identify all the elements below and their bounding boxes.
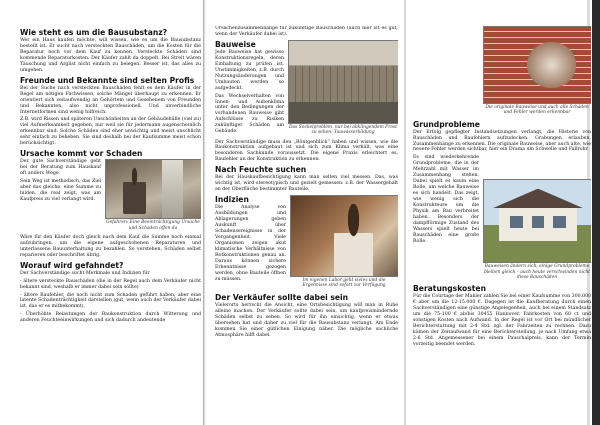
figure-caption: Gefahren: Eine Beeinträchtigung Ursache und Schaden offen da (106, 220, 200, 231)
figure-house (483, 179, 591, 282)
photo-house (483, 179, 591, 263)
photo-sockel (288, 40, 398, 124)
paragraph: Bei der Hauskaufbesichtigung kann man selten viel messen. Das, was wichtig ist, wird stereotypisch und gezielt gemessen: z.B. der Wassergehalt an der Oberfläche bestimmter Bauteile. (215, 175, 398, 193)
paragraph: Wer ein Haus kaufen möchte, will wissen, wie es um die Bausubstanz bestellt ist. Er sucht nach versteckten Bauschäden, um die Kosten für die Reparatur noch vor dem Kauf zu kennen. Versteckte Schäden sind kommende Reparaturkosten. Der Käufer zahlt da doppelt. Bei Streit wären Täuschung und Arglist nicht einfach zu belegen. Besser ist, das alles zu umgehen. (20, 38, 201, 73)
paragraph: Das Wechselverhalten von Innen- und Außenklima unter den Bedingungen der vorhandenen Bauweise gibt Aufschlüsse zu Risiken zukünftiger Schäden am Gebäude. (215, 93, 284, 135)
heading-bauweise: Bauweise (215, 39, 256, 49)
paragraph: Jede Bauweise hat gewisse Konstruktionsregeln, deren Einhaltung zu prüfen ist. Unstimmigkeiten, z.B. durch Nutzungsänderungen und Umbauten werden so aufgedeckt. (215, 49, 284, 91)
heading-bausubstanz: Wie steht es um die Bausubstanz? (20, 28, 168, 37)
figure-brick (483, 26, 591, 118)
figure-lab (290, 195, 398, 291)
figure-plinth (288, 40, 398, 138)
heading-worauf: Worauf wird gefahndet? (20, 260, 124, 270)
paragraph: Es sind wiederkehrende Grundprobleme, die in der Mehrzahl mit Wasser im Zusammenhang stehen. Dabei spielt es kaum eine Rolle, um welche Bauweise es sich handelt. Das zeigt, wie wenig sich die Konstrukteure um die Physik am Bau verbreitet haben. Besonders der dampfförmige Zustand des Wassers spielt heute bei Bauschäden eine große Rolle. (413, 155, 479, 244)
heading-freunde: Freunde und Bekannte sind selten Profis (20, 75, 195, 85)
heading-ursache: Ursache kommt vor Schaden (20, 149, 143, 159)
fold-shadow-left (203, 0, 206, 425)
column-left (20, 26, 201, 419)
paragraph: Wäre für den Käufer doch gleich nach dem Kauf die Summe noch einmal aufzubringen, um die eigene aufgeschobenen Reparaturen und unterlassene Bauunterhaltung zu bezahlen. So verstehen, Schäden selbst reparieren oder beschriftet übrig. (20, 234, 201, 258)
paragraph: Z.B. wird Rissen und späteren Unschönheiten an der Gebäudehülle (viel zu) viel Aufmerksamkeit gegeben, nur weil sie für jedermann augenscheinlich erkennbar sind. Solche Schäden sind eher unwichtig und meist unschlicht sehr einfach zu beheben. Sie sind deshalb bei der Kaufsumme meist schon berücksichtigt. (20, 117, 201, 147)
heading-beratungskosten: Beratungskosten (413, 284, 486, 294)
photo-labor (290, 195, 398, 277)
list-item: - Überhöhte Belastungen der Baukonstruktion durch Witterung und anderen Feuchteeinwirkungen und sich dadurch andeutende (20, 312, 201, 324)
heading-feuchte: Nach Feuchte suchen (215, 165, 307, 175)
column-middle (215, 26, 398, 419)
figure-cellar (105, 159, 201, 233)
photo-schwelle-fallrohr (483, 26, 591, 104)
page-edge-dark (592, 0, 600, 425)
figure-caption: Die originale Bauweise und auch alle Schäden und Fehler werden erkennbar (485, 105, 589, 116)
figure-caption: Bauweisen ändern sich, einige Grundprobleme bleiben gleich – auch heute verschwinden nicht diese Bauschäden (483, 264, 591, 280)
fold-line-right (404, 0, 406, 425)
list-item: - ältere versteckte Bauschäden (die in der Regel auch dem Verkäufer nicht bekannt sind, weshalb er immer dabei sein sollte) (20, 278, 201, 290)
photo-cellar-inspection (105, 159, 201, 219)
paragraph: Der Sachverständige muss den „Röntgenblick“ haben und wissen, wie die Baukonstruktion aufgebaut ist und sich zum Klima verhält, was eine besonderen Sachkunde voraussetzt. Die eigene Praxis erleichtert es, Baufehler an der Konstruktion zu erkennen. (215, 139, 398, 163)
paragraph: Der Sachverständige sucht Merkmale und Indizien für (20, 270, 150, 276)
paragraph: Vielerorts herrscht die Ansicht, eine Ortsbesichtigung will man in Ruhe alleine machen. Der Verkäufer sollte dabei sein, um kaufpreismindernde Schäden selbst zu sehen. So wird für ihn einsichtig, wenn er etwas übersehen hat und daher zu viel für die Bausubstanz verlangt. Am Ende kommen Sie einer gütlichen Einigung näher. Die mögliche sachliche Atmosphäre hilft dabei. (215, 302, 398, 338)
paragraph: Sein Weg ist methodisch, das Ziel aber das gleiche, eine Summe zu bilden, die real zeigt, was am Kaufpreis zu viel verlangt wird. (20, 179, 101, 202)
heading-verkaeufer: Der Verkäufer sollte dabei sein (215, 292, 349, 302)
paragraph: Ursachenzusammenhänge für zukünftige Bauschäden (auch hier ist es gut, wenn der Verkäufer dabei ist). (215, 26, 398, 37)
list-item: - ältere Baufehler, die noch nicht zum Schaden geführt haben, aber eine latente Schadenträchtigkeit darstellen (gut, wenn auch der Verkäufer dabei ist, das er es mitbekommt), (20, 292, 201, 310)
figure-caption: Im eigenen Labor geht vieles und die Ergebnisse sind sofort zur Verfügung (302, 278, 386, 289)
figure-caption: Das Sockelproblem, nur bei abklingendem Frost zu sehen: Tauwasserbildung (289, 124, 397, 136)
paragraph: Der Erfolg gepflegter Instandsetzungen verlangt, die Historie von Bauschäden und Baufehlern aufzudecken. Grabungen erlauben, Zusammenhänge zu erkennen. Die originale Bauweise, aber auch alte, wie neuere Fehler werden sichtbar, hier ein Drama um Schwelle und Fallrohr. (413, 129, 591, 153)
heading-grundprobleme: Grundprobleme (413, 119, 480, 129)
paragraph: Für die Courtage der Makler zahlen Sie bei einer Kaufsumme von 300.000 € aber um die 12-15.000 €. Dagegen ist die Kaufberatung durch einen Sachverständigen eine günstige Angelegenheit, auch bei einem Standsatz um die 75-100 € ab/bis 30455 Hannover, Fahrkosten von 60 ct und sonstigen Kosten nach Aufwand. In der Regel ist vor Ort bei mündlicher Berichterstattung mit 2-4 Std. zgl. der Fahrzeiten zu rechnen. Dazu kämen der Zeitaufwand für eine Berichterstellung, je nach Umfang etwa 2-6 Std. Angemessener bei einem Pauschalpreis, kann der Termin vorzeitig beendet werden. (413, 294, 591, 347)
paragraph: Bei der Suche nach versteckten Bauschäden fehlt es dem Käufer in der Regel am nötigen Fachwissen, solche Mängel überhaupt zu erkennen. Er orientiert sich zeitaufwendig an Gehörtem und Gesehenem von Freunden und Bekannten, also nicht unprofessionell. Und unverbindliche Internetformen sind wenig hilfreich. (20, 85, 201, 115)
paragraph: Die Analyse von Ausbildungen und Ablagerungen geben Auskunft über Schadensereignisse in der Vergangenheit. Viele Organismen zeigen akut klimatische Verhältnisse von Rotkonstruktionen genau an. Daraus können sichere Erkenntnisse gezogen werden, ohne Bauteile öffnen zu müssen. (215, 205, 286, 282)
column-right (413, 26, 591, 419)
heading-indizien: Indizien (215, 195, 249, 205)
paragraph: Der gute Sachverständige geht bei der Beratung zum Hauskauf oft anders Wege. (20, 159, 101, 177)
